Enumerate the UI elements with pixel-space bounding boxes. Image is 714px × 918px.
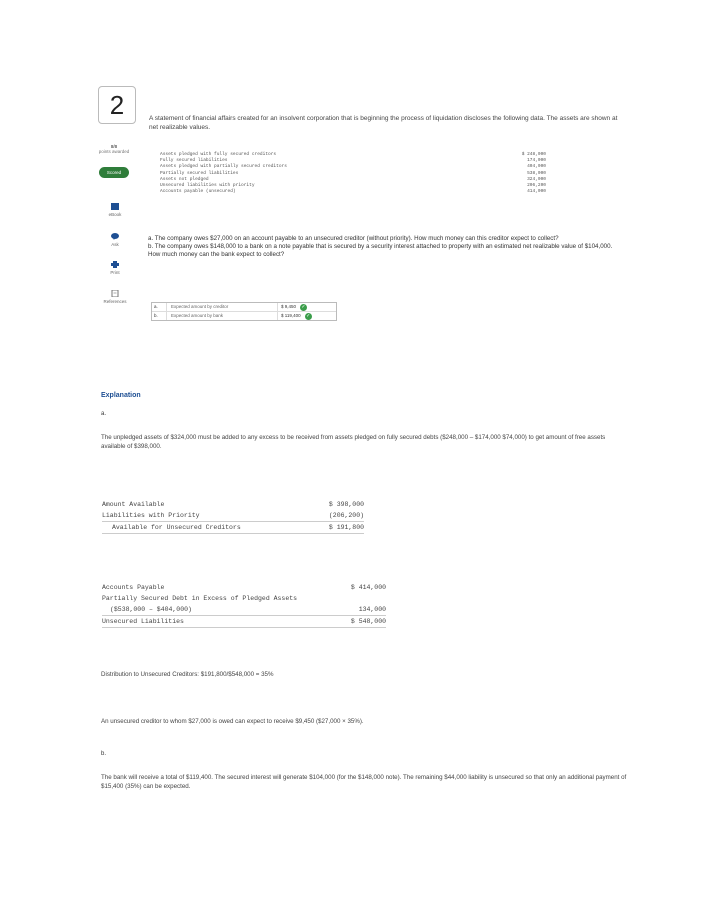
explanation-title: Explanation [101, 392, 141, 399]
print-tool[interactable] [93, 261, 137, 275]
references-tool[interactable] [93, 290, 137, 304]
available-table [102, 499, 364, 534]
data-value: 206,200 [527, 182, 546, 188]
row-label: Liabilities with Priority [102, 512, 200, 519]
row-label: Partially Secured Debt in Excess of Pledged Assets [102, 595, 298, 602]
table-row [102, 522, 364, 534]
table-row [102, 604, 386, 616]
data-value: 404,000 [527, 164, 546, 170]
explanation-part-a: a. [101, 411, 107, 417]
table-row [102, 593, 386, 604]
row-value: 134,000 [358, 606, 386, 613]
data-label: Assets pledged with partially secured creditors [160, 164, 287, 170]
unsecured-table [102, 582, 386, 628]
data-label: Accounts payable (unsecured) [160, 189, 236, 195]
explanation-paragraph-a: The unpledged assets of $324,000 must be added to any excess to be received from assets pledged on fully secured debts ($248,000 – $174,000 $74,000) to get amount of free assets available of $398,000. [101, 434, 606, 450]
row-label: Unsecured Liabilities [102, 618, 184, 625]
ebook-icon [111, 203, 119, 210]
data-label: Fully secured liabilities [160, 158, 228, 164]
row-label: Amount Available [102, 501, 165, 508]
ask-label: Ask [111, 242, 119, 247]
data-label: Unsecured liabilities with priority [160, 182, 255, 188]
data-value: $ 248,000 [521, 152, 546, 157]
data-value: 174,000 [527, 158, 546, 164]
answer-row [152, 303, 336, 312]
check-icon: ✓ [306, 312, 311, 319]
explanation-part-b: b. [101, 751, 107, 757]
question-a: a. The company owes $27,000 on an account payable to an unsecured creditor (without priority). How much money can this creditor expect to collect? [148, 235, 559, 242]
answer-input-a[interactable]: $ 9,450 [281, 304, 297, 309]
references-icon [111, 290, 119, 297]
scored-button[interactable]: Scored [99, 167, 129, 178]
explanation-paragraph-b: The bank will receive a total of $119,400. The secured interest will generate $104,000 (for the $148,000 note). The remaining $44,000 liability is unsecured so that only an additional payment of $15,400 (35%) can be expected. [101, 774, 627, 790]
data-label: Assets pledged with fully secured creditors [160, 152, 277, 157]
row-label: Available for Unsecured Creditors [112, 524, 241, 531]
row-label: Accounts Payable [102, 584, 165, 591]
data-label: Partially secured liabilities [160, 170, 239, 176]
answer-input-b[interactable]: $ 119,400 [281, 313, 301, 318]
score-panel [92, 144, 136, 154]
distribution-text: Distribution to Unsecured Creditors: $191,800/$548,000 = 35% [101, 671, 274, 678]
data-value: 414,000 [527, 189, 546, 195]
answer-table [151, 302, 337, 321]
table-row [102, 616, 386, 628]
print-icon [111, 261, 119, 268]
row-value: $ 414,000 [350, 584, 386, 591]
ebook-label: eBook [108, 212, 122, 217]
question-intro: A statement of financial affairs created for an insolvent corporation that is beginning the process of liquidation discloses the following data. The assets are shown at net realizable values. [149, 115, 618, 131]
score-value: 8/8 [110, 144, 118, 149]
check-icon: ✓ [301, 303, 306, 310]
answer-part: b. [152, 312, 167, 320]
data-value: 538,000 [527, 170, 546, 176]
row-value: $ 398,000 [328, 501, 364, 508]
print-label: Print [110, 270, 120, 275]
question-parts [148, 235, 618, 260]
row-label: ($538,000 – $404,000) [110, 606, 192, 613]
row-value: (206,200) [328, 512, 364, 519]
table-row [102, 510, 364, 522]
data-value: 324,000 [527, 176, 546, 182]
data-row [160, 189, 546, 195]
answer-label: Expected amount by bank [167, 312, 278, 320]
answer-label: Expected amount by creditor [167, 303, 278, 311]
ask-tool[interactable] [93, 233, 137, 247]
question-b: b. The company owes $148,000 to a bank on a note payable that is secured by a security interest attached to property with an estimated net realizable value of $104,000. How much money can the bank expect to collect? [148, 243, 613, 259]
table-row [102, 582, 386, 593]
data-label: Assets not pledged [160, 176, 209, 182]
references-label: References [103, 299, 127, 304]
creditor-expect-text: An unsecured creditor to whom $27,000 is owed can expect to receive $9,450 ($27,000 × 35%). [101, 718, 364, 725]
ebook-tool[interactable] [93, 203, 137, 217]
score-points-label: points awarded [98, 149, 130, 154]
table-row [102, 499, 364, 510]
answer-part: a. [152, 303, 167, 311]
ask-icon [111, 233, 119, 240]
question-number: 2 [98, 86, 136, 124]
row-value: $ 548,000 [350, 618, 386, 625]
financial-data-table [160, 152, 546, 195]
answer-row [152, 312, 336, 320]
row-value: $ 191,800 [328, 524, 364, 531]
